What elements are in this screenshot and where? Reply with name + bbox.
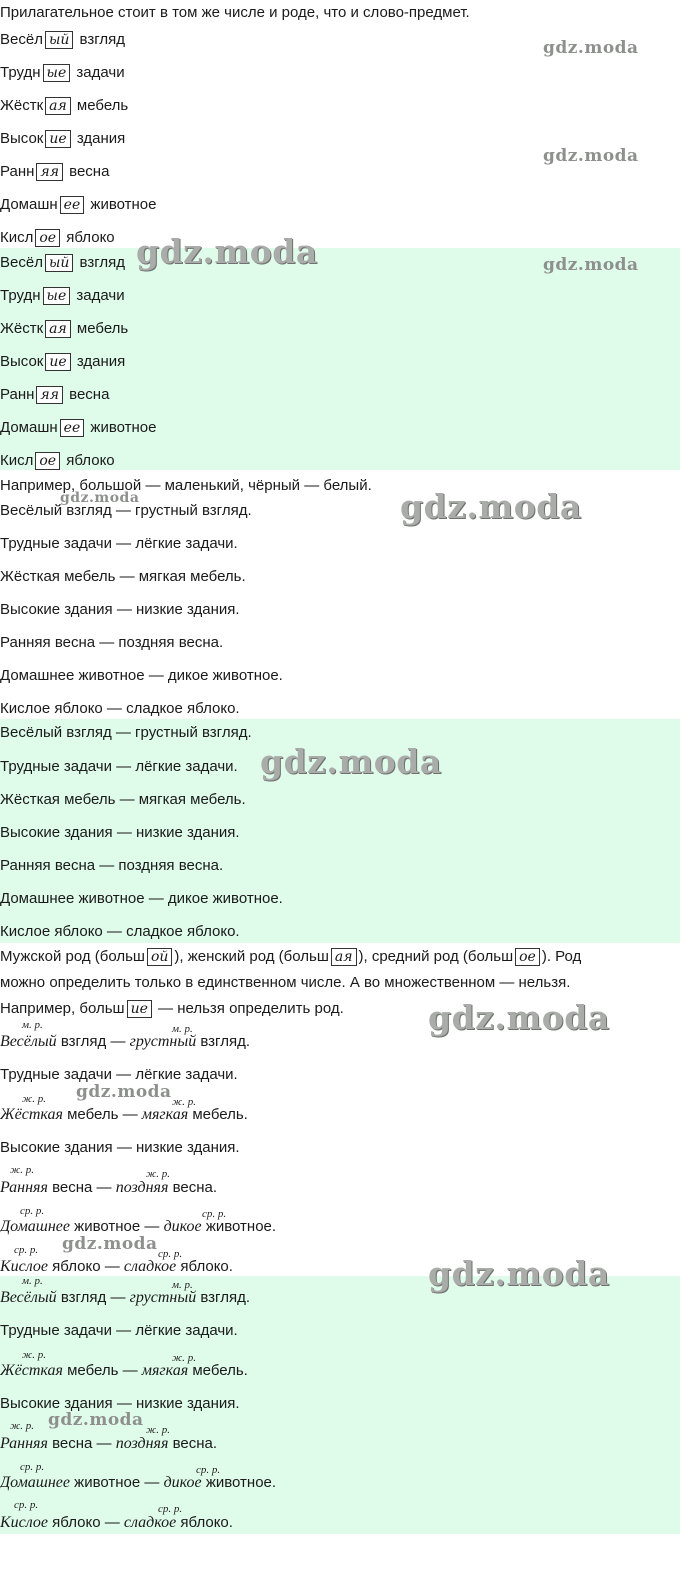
watermark: gdz.moda [400, 487, 582, 526]
gender-tag: ср. р. [196, 1464, 221, 1476]
antonym-row: Трудные задачи — лёгкие задачи. [0, 758, 238, 775]
watermark: gdz.moda [260, 742, 442, 781]
ending-row: Домашн ее животное [0, 419, 157, 436]
ending-row: Ранн яя весна [0, 386, 110, 403]
marked-row: Домашнее животное — дикое животное. [0, 1474, 277, 1491]
marked-row: Ранняя весна — поздняя весна. [0, 1179, 218, 1196]
gender-tag: ж. р. [172, 1096, 196, 1108]
marked-row: Трудные задачи — лёгкие задачи. [0, 1066, 238, 1083]
marked-row: Высокие здания — низкие здания. [0, 1139, 240, 1156]
gender-tag: ж. р. [146, 1424, 170, 1436]
antonym-row: Домашнее животное — дикое животное. [0, 667, 283, 684]
ending-row: Весёл ый взгляд [0, 31, 125, 48]
plural-example: Например, больш ие — нельзя определить род. [0, 1000, 344, 1017]
watermark: gdz.moda [48, 1410, 144, 1430]
antonym-row: Ранняя весна — поздняя весна. [0, 857, 224, 874]
marked-row: Жёсткая мебель — мягкая мебель. [0, 1106, 248, 1123]
marked-row: Кислое яблоко — сладкое яблоко. [0, 1258, 233, 1275]
gender-tag: ж. р. [22, 1093, 46, 1105]
gender-tag: ж. р. [146, 1168, 170, 1180]
watermark: gdz.moda [428, 998, 610, 1037]
ending-row: Высок ие здания [0, 353, 126, 370]
gender-tag: ср. р. [14, 1499, 39, 1511]
ending-row: Трудн ые задачи [0, 64, 125, 81]
antonym-row: Трудные задачи — лёгкие задачи. [0, 535, 238, 552]
ending-row: Кисл ое яблоко [0, 229, 115, 246]
gender-tag: ср. р. [158, 1248, 183, 1260]
ending-row: Жёстк ая мебель [0, 320, 129, 337]
gender-tag: ср. р. [20, 1461, 45, 1473]
antonym-row: Жёсткая мебель — мягкая мебель. [0, 791, 246, 808]
watermark: gdz.moda [543, 146, 639, 166]
gender-tag: м. р. [22, 1019, 43, 1031]
antonym-row: Весёлый взгляд — грустный взгляд. [0, 724, 252, 741]
marked-row: Весёлый взгляд — грустный взгляд. [0, 1289, 250, 1306]
watermark: gdz.moda [76, 1082, 172, 1102]
intro-rule: Прилагательное стоит в том же числе и роде, что и слово-предмет. [0, 4, 470, 21]
gender-tag: ж. р. [22, 1349, 46, 1361]
gender-tag: ср. р. [158, 1503, 183, 1515]
ending-row: Домашн ее животное [0, 196, 157, 213]
watermark: gdz.moda [60, 490, 140, 506]
marked-row: Трудные задачи — лёгкие задачи. [0, 1322, 238, 1339]
antonym-row: Высокие здания — низкие здания. [0, 824, 240, 841]
antonym-row: Домашнее животное — дикое животное. [0, 890, 283, 907]
antonym-row: Ранняя весна — поздняя весна. [0, 634, 224, 651]
watermark: gdz.moda [136, 232, 318, 271]
antonym-row: Кислое яблоко — сладкое яблоко. [0, 923, 240, 940]
watermark: gdz.moda [543, 255, 639, 275]
marked-row: Весёлый взгляд — грустный взгляд. [0, 1033, 250, 1050]
marked-row: Кислое яблоко — сладкое яблоко. [0, 1514, 233, 1531]
gender-tag: ж. р. [172, 1352, 196, 1364]
marked-row: Домашнее животное — дикое животное. [0, 1218, 277, 1235]
antonym-example: Например, большой — маленький, чёрный — белый. [0, 477, 372, 494]
gender-tag: ср. р. [14, 1244, 39, 1256]
ending-row: Кисл ое яблоко [0, 452, 115, 469]
marked-row: Жёсткая мебель — мягкая мебель. [0, 1362, 248, 1379]
ending-row: Ранн яя весна [0, 163, 110, 180]
gender-tag: ж. р. [10, 1420, 34, 1432]
antonym-row: Кислое яблоко — сладкое яблоко. [0, 700, 240, 717]
marked-row: Высокие здания — низкие здания. [0, 1395, 240, 1412]
gender-tag: м. р. [22, 1275, 43, 1287]
marked-row: Ранняя весна — поздняя весна. [0, 1435, 218, 1452]
gender-tag: ср. р. [202, 1208, 227, 1220]
watermark: gdz.moda [62, 1234, 158, 1254]
antonym-row: Весёлый взгляд — грустный взгляд. [0, 502, 252, 519]
antonym-row: Жёсткая мебель — мягкая мебель. [0, 568, 246, 585]
gender-tag: ж. р. [10, 1164, 34, 1176]
watermark: gdz.moda [543, 38, 639, 58]
watermark: gdz.moda [428, 1254, 610, 1293]
gender-note: Мужской род (больш ой ), женский род (больш ая ), средний род (больш ое ). Род можно определить только в единственном числе. А во множественном — нельзя. [0, 948, 582, 991]
gender-tag: м. р. [172, 1023, 193, 1035]
gender-tag: м. р. [172, 1279, 193, 1291]
ending-row: Трудн ые задачи [0, 287, 125, 304]
ending-row: Жёстк ая мебель [0, 97, 129, 114]
ending-row: Весёл ый взгляд [0, 254, 125, 271]
gender-tag: ср. р. [20, 1205, 45, 1217]
antonym-row: Высокие здания — низкие здания. [0, 601, 240, 618]
ending-row: Высок ие здания [0, 130, 126, 147]
